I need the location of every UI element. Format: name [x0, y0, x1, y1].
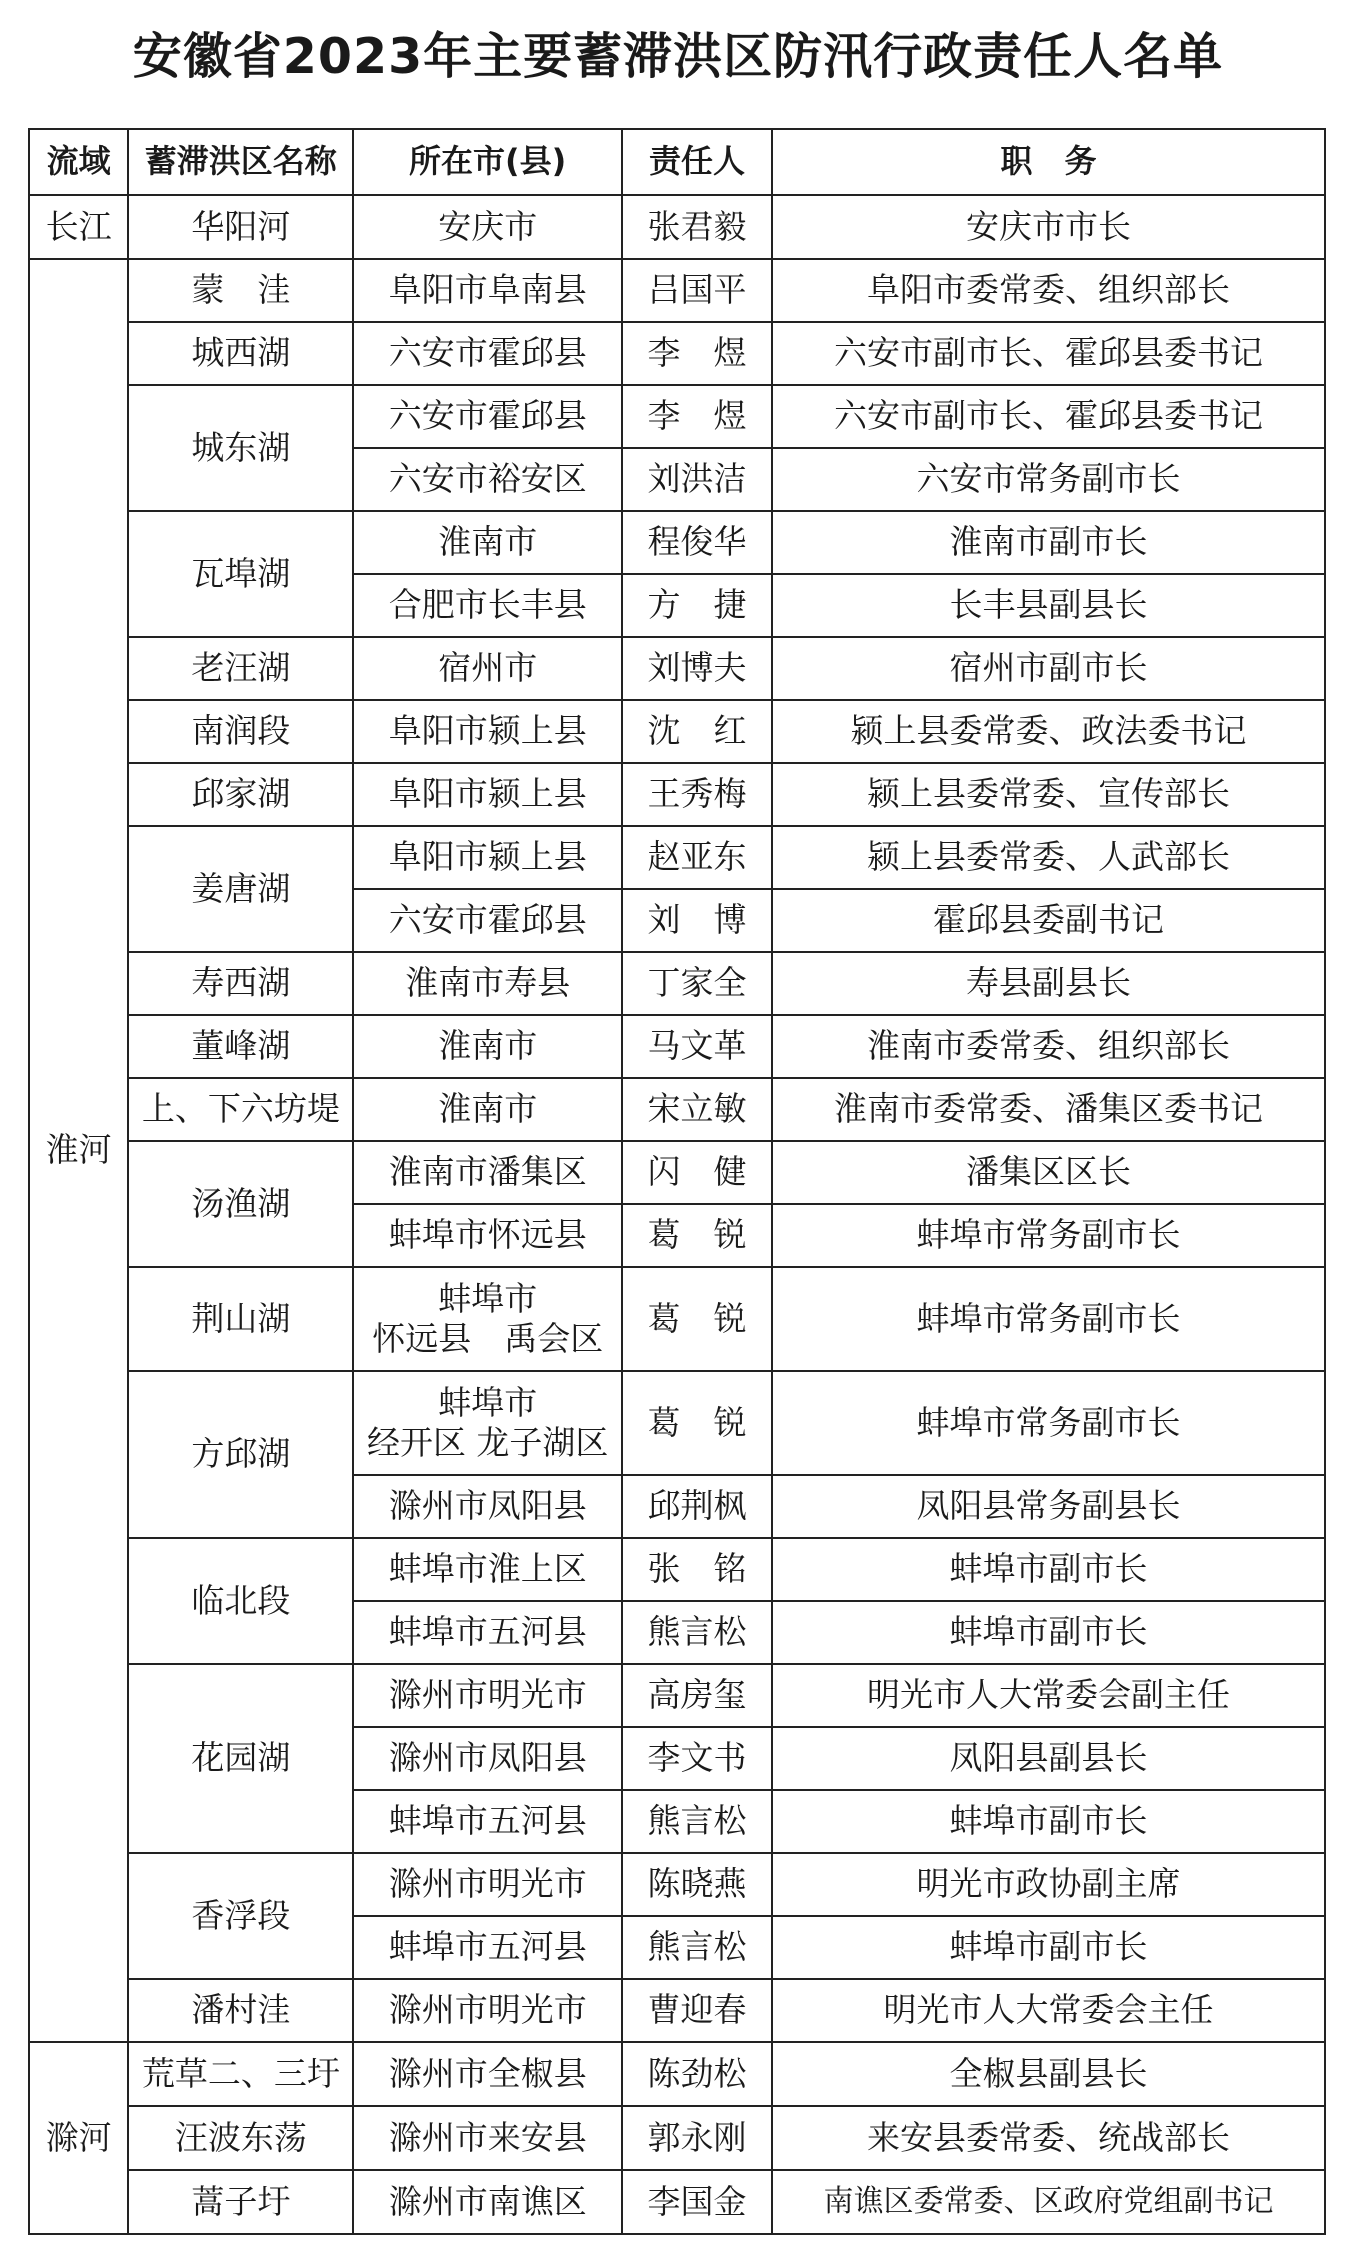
city-cell: 滁州市来安县	[353, 2106, 621, 2170]
header-city: 所在市(县)	[353, 129, 621, 195]
post-cell: 来安县委常委、统战部长	[772, 2106, 1325, 2170]
post-cell: 六安市常务副市长	[772, 448, 1325, 511]
header-post: 职 务	[772, 129, 1325, 195]
city-cell: 六安市裕安区	[353, 448, 621, 511]
table-row	[29, 2106, 1325, 2170]
city-cell: 滁州市明光市	[353, 1853, 621, 1916]
city-line: 蚌埠市	[438, 1382, 538, 1422]
table-row	[29, 1371, 1325, 1475]
person-cell: 邱荆枫	[622, 1475, 772, 1538]
post-cell: 阜阳市委常委、组织部长	[772, 259, 1325, 322]
person-cell: 陈劲松	[622, 2042, 772, 2106]
person-cell: 熊言松	[622, 1601, 772, 1664]
post-cell: 颍上县委常委、宣传部长	[772, 763, 1325, 826]
post-cell: 六安市副市长、霍邱县委书记	[772, 322, 1325, 385]
city-cell: 阜阳市颍上县	[353, 763, 621, 826]
person-cell: 程俊华	[622, 511, 772, 574]
city-cell: 滁州市凤阳县	[353, 1727, 621, 1790]
area-name-cell: 香浮段	[128, 1853, 353, 1979]
person-cell: 闪 健	[622, 1141, 772, 1204]
basin-cell: 滁河	[29, 2042, 128, 2234]
person-cell: 方 捷	[622, 574, 772, 637]
city-cell: 滁州市全椒县	[353, 2042, 621, 2106]
area-name-cell: 姜唐湖	[128, 826, 353, 952]
table-row	[29, 1267, 1325, 1371]
area-name-cell: 寿西湖	[128, 952, 353, 1015]
table-row	[29, 700, 1325, 763]
table-row	[29, 385, 1325, 448]
city-cell: 蚌埠市五河县	[353, 1790, 621, 1853]
header-basin: 流域	[29, 129, 128, 195]
city-cell	[353, 1267, 621, 1371]
table-row	[29, 952, 1325, 1015]
area-name-cell: 荆山湖	[128, 1267, 353, 1371]
post-cell: 蚌埠市常务副市长	[772, 1267, 1325, 1371]
city-cell: 六安市霍邱县	[353, 322, 621, 385]
post-cell: 明光市人大常委会副主任	[772, 1664, 1325, 1727]
post-cell: 淮南市委常委、组织部长	[772, 1015, 1325, 1078]
post-cell: 六安市副市长、霍邱县委书记	[772, 385, 1325, 448]
table-row	[29, 195, 1325, 259]
post-cell: 蚌埠市副市长	[772, 1790, 1325, 1853]
city-cell: 淮南市	[353, 1015, 621, 1078]
city-line: 怀远县 禹会区	[372, 1319, 604, 1358]
responsibility-table	[28, 128, 1326, 2235]
city-cell: 滁州市凤阳县	[353, 1475, 621, 1538]
person-cell: 沈 红	[622, 700, 772, 763]
person-cell: 葛 锐	[622, 1267, 772, 1371]
person-cell: 熊言松	[622, 1790, 772, 1853]
person-cell: 葛 锐	[622, 1204, 772, 1267]
table-row	[29, 826, 1325, 889]
area-name-cell: 南润段	[128, 700, 353, 763]
area-name-cell: 邱家湖	[128, 763, 353, 826]
header-area-name: 蓄滞洪区名称	[128, 129, 353, 195]
person-cell: 李 煜	[622, 322, 772, 385]
city-cell: 蚌埠市五河县	[353, 1916, 621, 1979]
person-cell: 葛 锐	[622, 1371, 772, 1475]
city-cell: 蚌埠市怀远县	[353, 1204, 621, 1267]
table-row	[29, 1853, 1325, 1916]
city-cell: 安庆市	[353, 195, 621, 259]
post-cell: 安庆市市长	[772, 195, 1325, 259]
city-cell: 阜阳市颍上县	[353, 826, 621, 889]
table-row	[29, 1979, 1325, 2042]
city-cell: 滁州市南谯区	[353, 2170, 621, 2234]
post-cell: 蚌埠市常务副市长	[772, 1371, 1325, 1475]
person-cell: 李国金	[622, 2170, 772, 2234]
table-row	[29, 1015, 1325, 1078]
table-row	[29, 1078, 1325, 1141]
post-cell: 颍上县委常委、人武部长	[772, 826, 1325, 889]
city-cell: 六安市霍邱县	[353, 889, 621, 952]
post-cell: 蚌埠市常务副市长	[772, 1204, 1325, 1267]
person-cell: 马文革	[622, 1015, 772, 1078]
area-name-cell: 潘村洼	[128, 1979, 353, 2042]
post-cell: 霍邱县委副书记	[772, 889, 1325, 952]
area-name-cell: 花园湖	[128, 1664, 353, 1853]
person-cell: 陈晓燕	[622, 1853, 772, 1916]
city-cell: 阜阳市颍上县	[353, 700, 621, 763]
city-cell: 淮南市寿县	[353, 952, 621, 1015]
post-cell: 潘集区区长	[772, 1141, 1325, 1204]
person-cell: 李文书	[622, 1727, 772, 1790]
area-name-cell: 城西湖	[128, 322, 353, 385]
area-name-cell: 老汪湖	[128, 637, 353, 700]
area-name-cell: 蒿子圩	[128, 2170, 353, 2234]
table-row	[29, 1141, 1325, 1204]
area-name-cell: 汪波东荡	[128, 2106, 353, 2170]
person-cell: 张君毅	[622, 195, 772, 259]
person-cell: 曹迎春	[622, 1979, 772, 2042]
city-line: 经开区 龙子湖区	[366, 1423, 609, 1462]
table-row	[29, 2042, 1325, 2106]
city-cell: 阜阳市阜南县	[353, 259, 621, 322]
area-name-cell: 荒草二、三圩	[128, 2042, 353, 2106]
area-name-cell: 方邱湖	[128, 1371, 353, 1538]
post-cell: 全椒县副县长	[772, 2042, 1325, 2106]
person-cell: 高房玺	[622, 1664, 772, 1727]
person-cell: 赵亚东	[622, 826, 772, 889]
table-row	[29, 2170, 1325, 2234]
table-row	[29, 1664, 1325, 1727]
person-cell: 郭永刚	[622, 2106, 772, 2170]
page-title: 安徽省2023年主要蓄滞洪区防汛行政责任人名单	[132, 28, 1224, 85]
area-name-cell: 临北段	[128, 1538, 353, 1664]
post-cell: 寿县副县长	[772, 952, 1325, 1015]
table-row	[29, 511, 1325, 574]
city-cell: 六安市霍邱县	[353, 385, 621, 448]
area-name-cell: 蒙 洼	[128, 259, 353, 322]
person-cell: 宋立敏	[622, 1078, 772, 1141]
table-row	[29, 259, 1325, 322]
post-cell: 颍上县委常委、政法委书记	[772, 700, 1325, 763]
person-cell: 丁家全	[622, 952, 772, 1015]
table-row	[29, 637, 1325, 700]
post-cell: 凤阳县常务副县长	[772, 1475, 1325, 1538]
table-row	[29, 1538, 1325, 1601]
city-cell: 滁州市明光市	[353, 1979, 621, 2042]
area-name-cell: 城东湖	[128, 385, 353, 511]
area-name-cell: 董峰湖	[128, 1015, 353, 1078]
city-cell: 淮南市潘集区	[353, 1141, 621, 1204]
area-name-cell: 华阳河	[128, 195, 353, 259]
person-cell: 刘 博	[622, 889, 772, 952]
post-cell: 南谯区委常委、区政府党组副书记	[772, 2170, 1325, 2234]
city-cell: 蚌埠市五河县	[353, 1601, 621, 1664]
post-cell: 淮南市委常委、潘集区委书记	[772, 1078, 1325, 1141]
table-row	[29, 763, 1325, 826]
city-cell: 蚌埠市淮上区	[353, 1538, 621, 1601]
header-person: 责任人	[622, 129, 772, 195]
city-cell: 滁州市明光市	[353, 1664, 621, 1727]
post-cell: 凤阳县副县长	[772, 1727, 1325, 1790]
area-name-cell: 上、下六坊堤	[128, 1078, 353, 1141]
city-cell: 淮南市	[353, 511, 621, 574]
area-name-cell: 汤渔湖	[128, 1141, 353, 1267]
person-cell: 刘博夫	[622, 637, 772, 700]
basin-cell: 长江	[29, 195, 128, 259]
city-cell: 宿州市	[353, 637, 621, 700]
post-cell: 宿州市副市长	[772, 637, 1325, 700]
post-cell: 明光市人大常委会主任	[772, 1979, 1325, 2042]
city-line: 蚌埠市	[438, 1278, 538, 1318]
post-cell: 蚌埠市副市长	[772, 1916, 1325, 1979]
table-header-row	[29, 129, 1325, 195]
post-cell: 长丰县副县长	[772, 574, 1325, 637]
basin-cell: 淮河	[29, 259, 128, 2042]
person-cell: 熊言松	[622, 1916, 772, 1979]
post-cell: 淮南市副市长	[772, 511, 1325, 574]
person-cell: 吕国平	[622, 259, 772, 322]
person-cell: 张 铭	[622, 1538, 772, 1601]
person-cell: 李 煜	[622, 385, 772, 448]
area-name-cell: 瓦埠湖	[128, 511, 353, 637]
city-cell: 合肥市长丰县	[353, 574, 621, 637]
city-cell	[353, 1371, 621, 1475]
person-cell: 王秀梅	[622, 763, 772, 826]
person-cell: 刘洪洁	[622, 448, 772, 511]
post-cell: 蚌埠市副市长	[772, 1538, 1325, 1601]
table-row	[29, 322, 1325, 385]
post-cell: 明光市政协副主席	[772, 1853, 1325, 1916]
post-cell: 蚌埠市副市长	[772, 1601, 1325, 1664]
city-cell: 淮南市	[353, 1078, 621, 1141]
